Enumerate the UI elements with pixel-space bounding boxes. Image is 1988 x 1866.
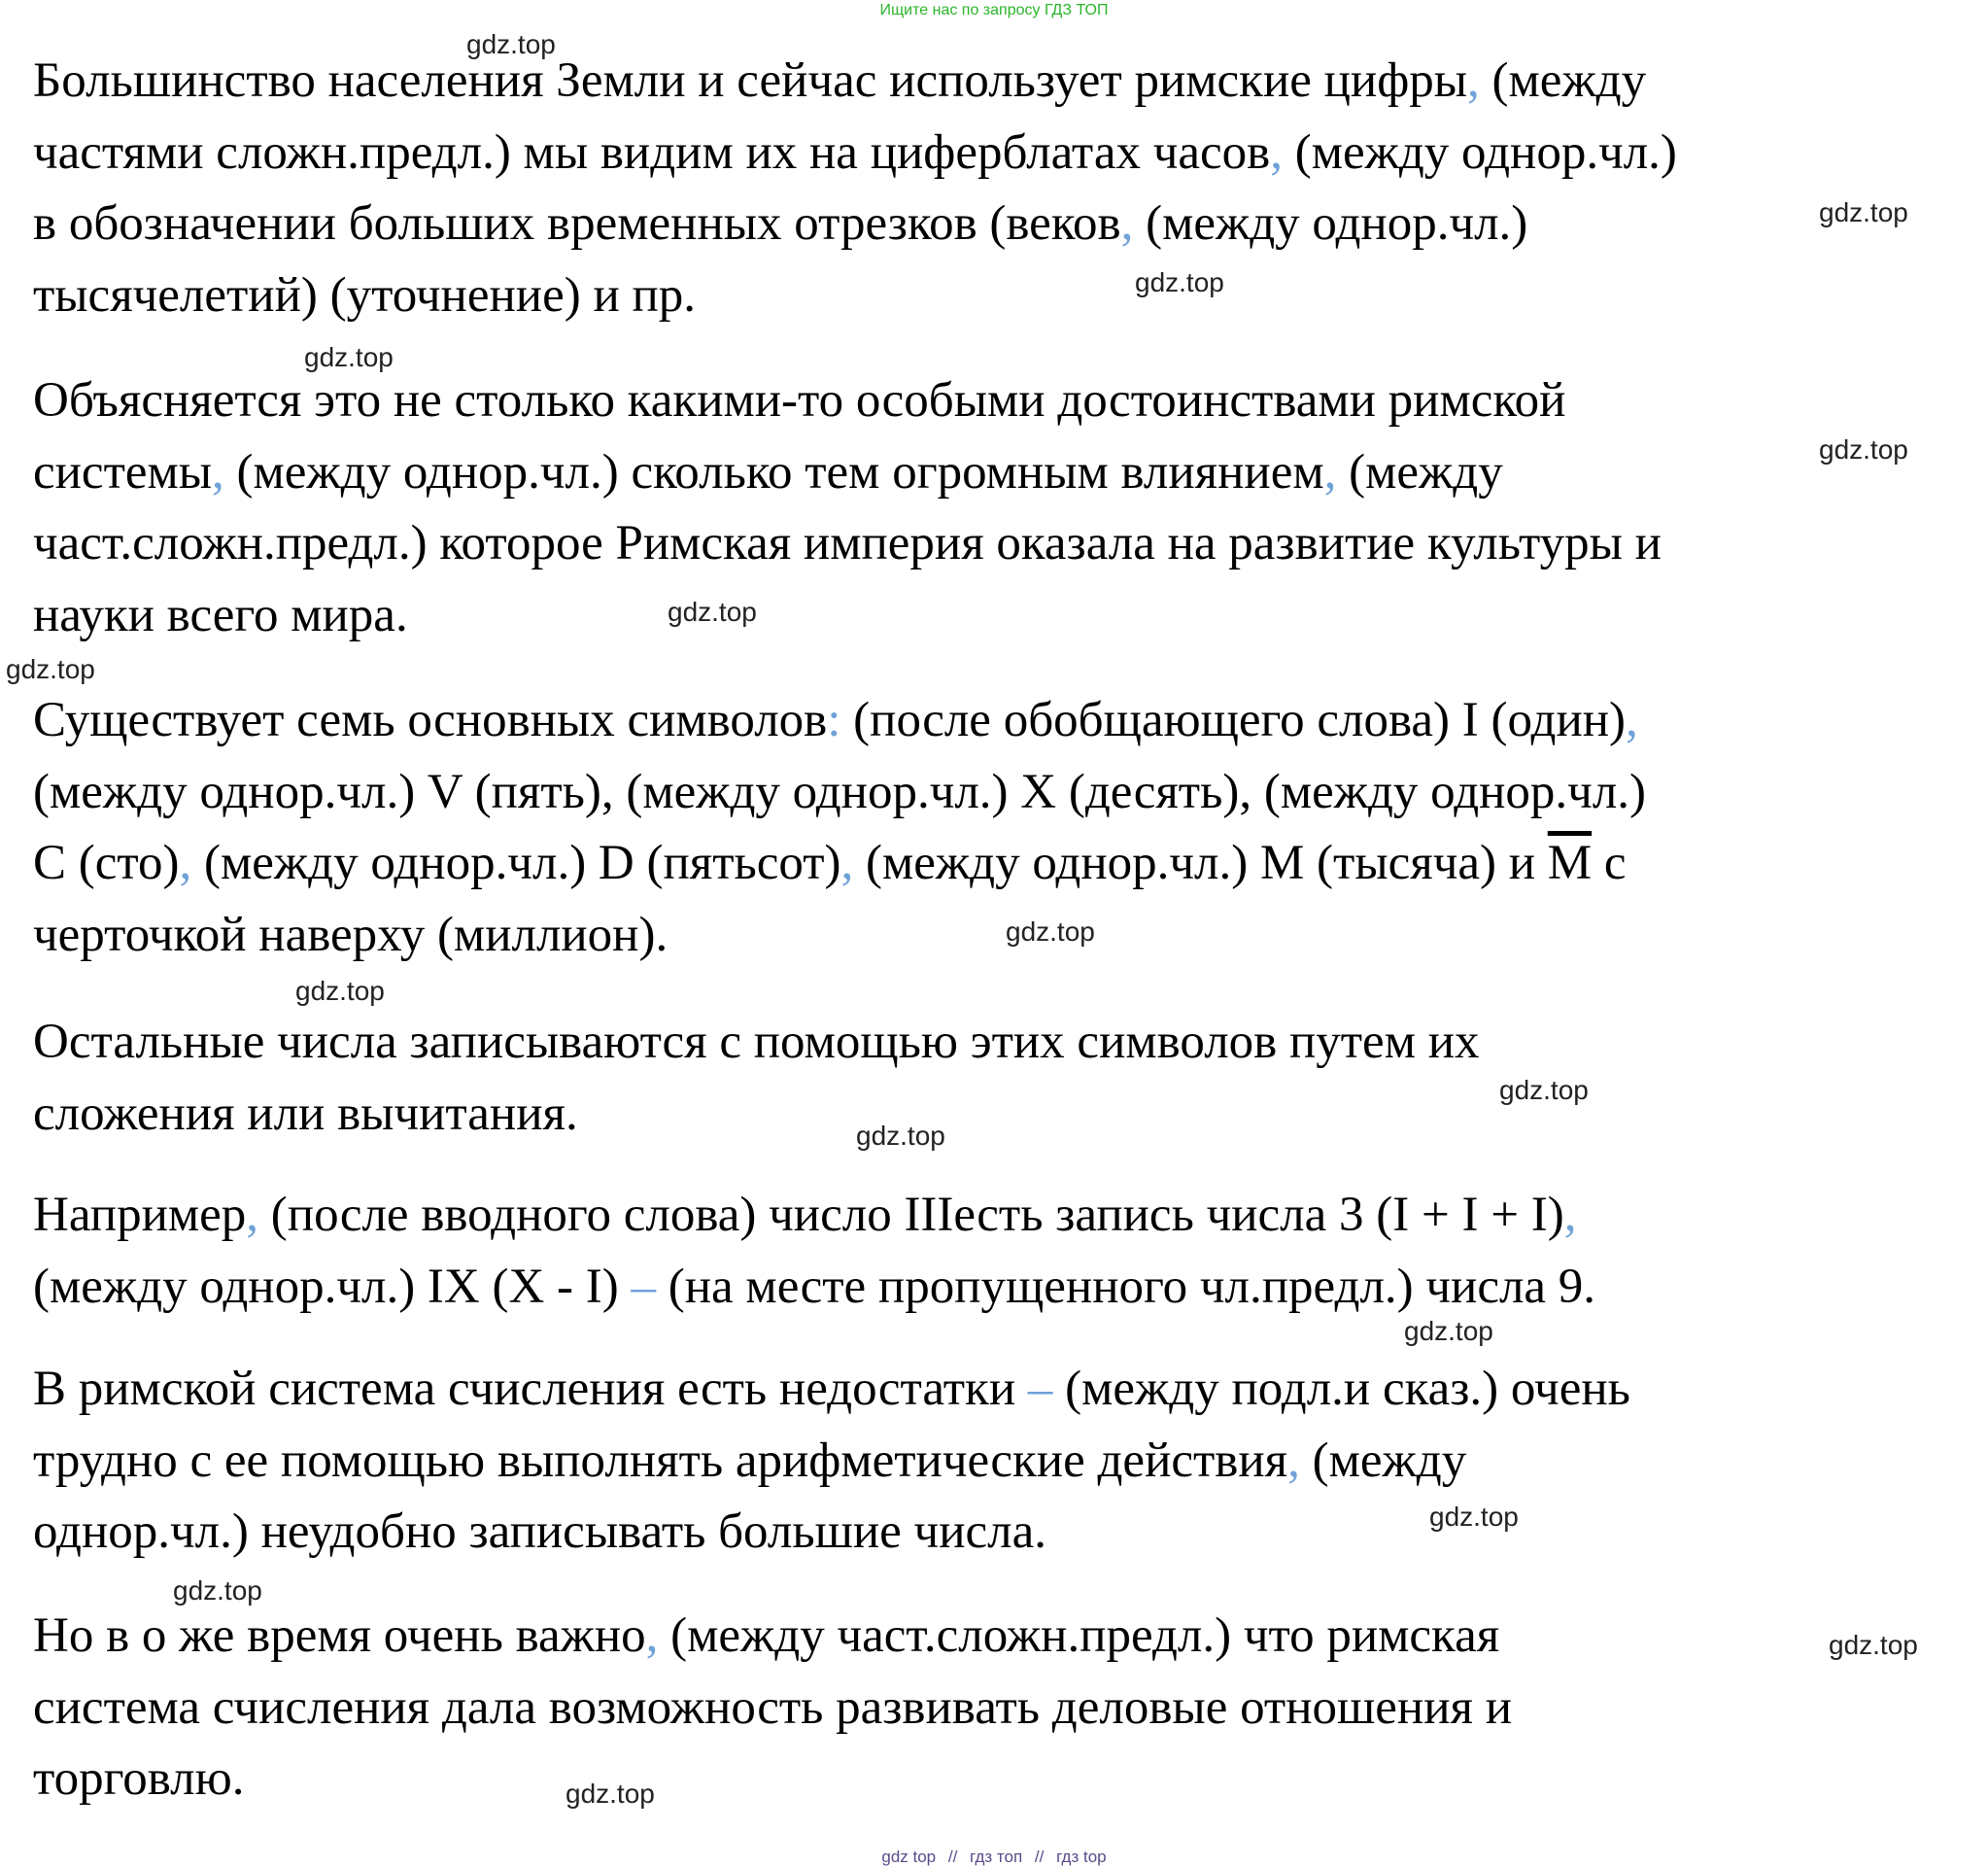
text-segment: однор.чл.) неудобно записывать большие числа.: [33, 1504, 1046, 1559]
punctuation-mark: ,: [1563, 1188, 1577, 1242]
punctuation-mark: ,: [1120, 196, 1134, 251]
text-line: [33, 1601, 1962, 1673]
paragraph: [33, 685, 1962, 971]
footer-item: gdz top: [881, 1848, 937, 1866]
text-line: [33, 1673, 1962, 1745]
watermark: gdz.top: [1135, 267, 1224, 297]
text-line: [33, 757, 1962, 829]
text-segment: (между однор.чл.) IX (X - I): [33, 1259, 632, 1314]
text-segment: (между однор.чл.) M (тысяча) и: [853, 836, 1548, 890]
text-line: [33, 1007, 1962, 1079]
top-banner: Ищите нас по запросу ГДЗ ТОП: [879, 2, 1109, 18]
text-segment: (между: [1479, 53, 1647, 108]
punctuation-mark: ,: [840, 836, 854, 890]
paragraph: [33, 1601, 1962, 1815]
watermark: gdz.top: [566, 1779, 655, 1809]
watermark: gdz.top: [1006, 916, 1095, 947]
text-line: [33, 1354, 1962, 1426]
watermark: gdz.top: [1829, 1630, 1918, 1660]
text-line: [33, 685, 1962, 757]
text-segment: сложения или вычитания.: [33, 1086, 578, 1141]
text-segment: науки всего мира.: [33, 587, 408, 642]
text-line: [33, 1497, 1962, 1569]
footer: [0, 1850, 1988, 1864]
punctuation-mark: ,: [246, 1188, 259, 1242]
text-segment: в обозначении больших временных отрезков (веков: [33, 196, 1121, 251]
text-line: [33, 900, 1962, 972]
watermark: gdz.top: [1819, 197, 1908, 227]
paragraph: [33, 365, 1962, 651]
watermark: gdz.top: [466, 29, 556, 59]
text-line: [33, 189, 1962, 260]
text-segment: частями сложн.предл.) мы видим их на циферблатах часов: [33, 124, 1271, 180]
text-line: [33, 260, 1962, 332]
text-segment: (между однор.чл.) сколько тем огромным влиянием: [223, 444, 1324, 500]
text-segment: с: [1592, 836, 1627, 890]
text-line: [33, 437, 1962, 509]
paragraph: [33, 1180, 1962, 1323]
punctuation-mark: ,: [1467, 53, 1480, 108]
text-segment: (между: [1299, 1433, 1467, 1488]
paragraph: [33, 46, 1962, 331]
text-segment: торговлю.: [33, 1751, 245, 1806]
punctuation-mark: ,: [645, 1608, 659, 1663]
text-line: [33, 365, 1962, 437]
punctuation-mark: ,: [1626, 693, 1638, 747]
watermark: gdz.top: [1404, 1316, 1493, 1346]
watermark: gdz.top: [668, 597, 757, 627]
text-segment: (после вводного слова) число IIIесть запись числа 3 (I + I + I): [258, 1188, 1564, 1242]
text-segment: (между подл.и сказ.) очень: [1052, 1362, 1630, 1416]
text-line: [33, 828, 1962, 900]
watermark: gdz.top: [173, 1575, 262, 1606]
watermark: gdz.top: [1429, 1502, 1519, 1532]
punctuation-mark: –: [1027, 1362, 1053, 1416]
watermark: gdz.top: [295, 976, 385, 1006]
paragraph: [33, 1007, 1962, 1150]
watermark: gdz.top: [6, 654, 95, 684]
text-segment: Остальные числа записываются с помощью этих символов путем их: [33, 1015, 1480, 1069]
text-segment: тысячелетий) (уточнение) и пр.: [33, 267, 697, 323]
text-line: [33, 118, 1962, 190]
text-segment: (между однор.чл.): [1282, 124, 1677, 180]
overlined-symbol: $\overline{M}$: [1547, 836, 1593, 890]
paragraph: [33, 1354, 1962, 1569]
punctuation-mark: ,: [179, 836, 192, 890]
text-segment: (между част.сложн.предл.) что римская: [658, 1608, 1500, 1663]
text-line: [33, 1079, 1962, 1151]
text-segment: C (сто): [33, 836, 180, 890]
punctuation-mark: –: [631, 1259, 657, 1314]
punctuation-mark: ,: [212, 444, 224, 500]
text-segment: (между однор.чл.): [1133, 196, 1528, 251]
watermark: gdz.top: [856, 1121, 945, 1151]
footer-item: гдз топ: [970, 1848, 1023, 1866]
text-line: [33, 1252, 1962, 1324]
text-segment: (между однор.чл.) V (пять), (между однор.чл.) X (десять), (между однор.чл.): [33, 764, 1647, 819]
footer-item: гдз top: [1056, 1848, 1107, 1866]
punctuation-mark: ,: [1270, 124, 1283, 180]
text-segment: системы: [33, 444, 213, 500]
text-segment: черточкой наверху (миллион).: [33, 907, 668, 962]
text-segment: (после обобщающего слова) I (один): [840, 693, 1627, 747]
text-line: [33, 1744, 1962, 1815]
text-segment: Большинство населения Земли и сейчас использует римские цифры: [33, 53, 1468, 108]
text-segment: Например: [33, 1188, 247, 1242]
watermark: gdz.top: [304, 342, 394, 372]
text-segment: Но в о же время очень важно: [33, 1608, 646, 1663]
text-segment: (между однор.чл.) D (пятьсот): [191, 836, 841, 890]
text-line: [33, 580, 1962, 652]
punctuation-mark: ,: [1287, 1433, 1300, 1488]
text-line: [33, 1180, 1962, 1252]
text-segment: система счисления дала возможность развивать деловые отношения и: [33, 1679, 1512, 1735]
text-segment: (между: [1336, 444, 1503, 500]
watermark: gdz.top: [1499, 1075, 1589, 1105]
text-line: [33, 508, 1962, 580]
footer-separator: //: [947, 1848, 958, 1866]
watermark: gdz.top: [1819, 434, 1908, 465]
text-segment: Объясняется это не столько какими-то особыми достоинствами римской: [33, 373, 1566, 428]
text-line: [33, 46, 1962, 118]
text-segment: трудно с ее помощью выполнять арифметические действия: [33, 1433, 1288, 1488]
text-segment: Существует семь основных символов: [33, 693, 828, 747]
footer-separator: //: [1034, 1848, 1045, 1866]
text-line: [33, 1426, 1962, 1498]
text-segment: (на месте пропущенного чл.предл.) числа 9.: [656, 1259, 1596, 1314]
punctuation-mark: ,: [1323, 444, 1337, 500]
text-segment: част.сложн.предл.) которое Римская империя оказала на развитие культуры и: [33, 516, 1662, 570]
text-segment: В римской система счисления есть недостатки: [33, 1362, 1028, 1416]
punctuation-mark: :: [827, 693, 841, 747]
